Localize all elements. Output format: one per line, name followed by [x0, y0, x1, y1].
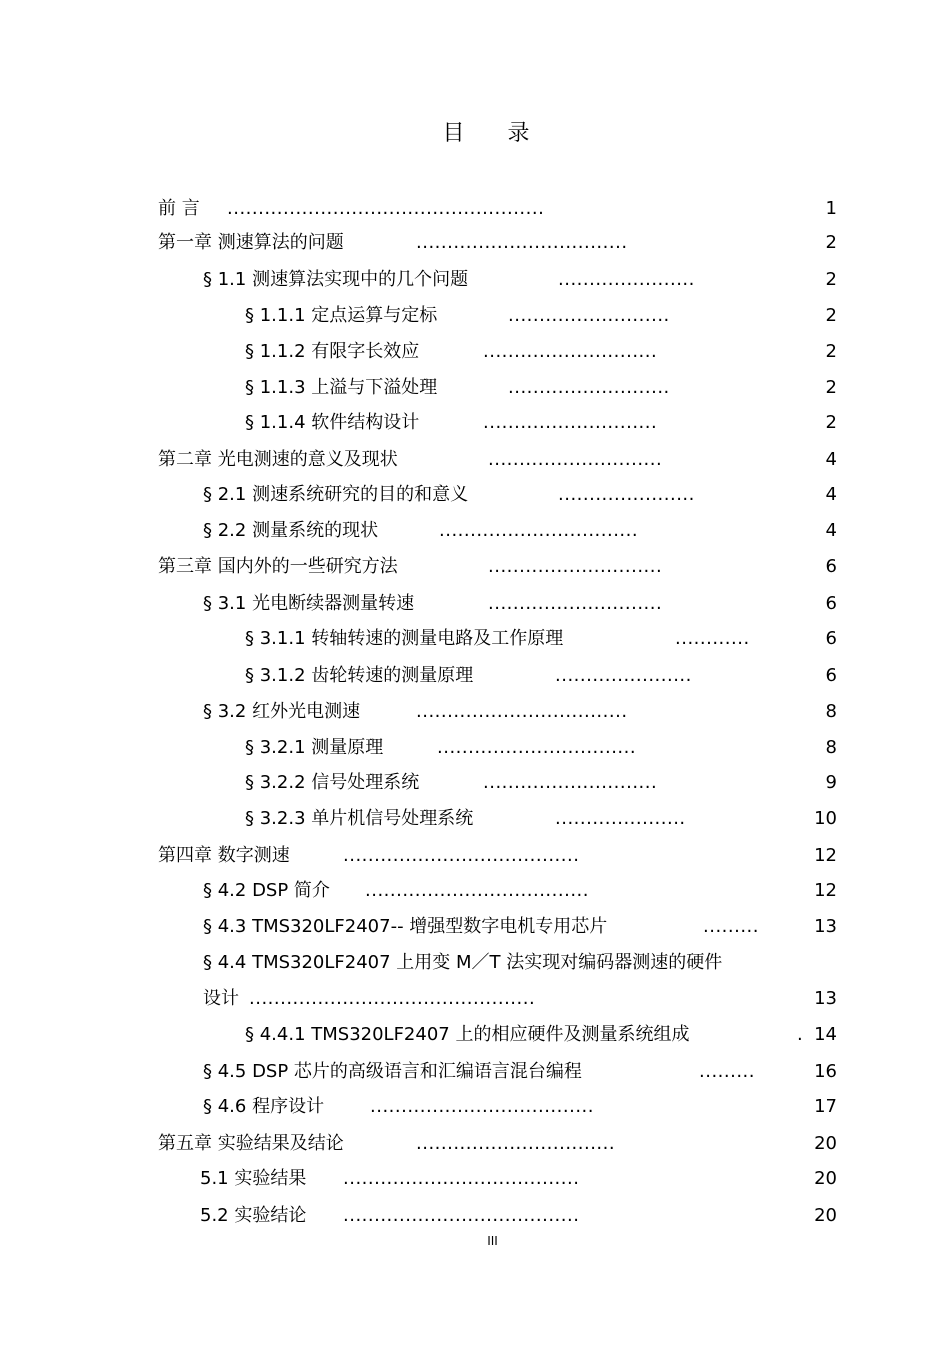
toc-entry-label: § 4.5 DSP 芯片的高级语言和汇编语言混台编程	[203, 1061, 582, 1082]
toc-entry-label: 第二章 光电测速的意义及现状	[158, 449, 398, 470]
toc-entry-page-number: 20	[814, 1133, 837, 1154]
toc-entry-label: § 3.2.2 信号处理系统	[245, 772, 420, 793]
toc-entry-leader-dots: ..........................	[508, 377, 670, 398]
toc-entry-label: § 1.1.3 上溢与下溢处理	[245, 377, 438, 398]
toc-entry	[0, 1022, 950, 1048]
toc-entry-page-number: 12	[814, 880, 837, 901]
toc-entry-label: § 3.2 红外光电测速	[203, 701, 361, 722]
toc-entry	[0, 554, 950, 580]
toc-entry	[0, 518, 950, 544]
toc-entry-label: § 2.2 测量系统的现状	[203, 520, 379, 541]
toc-entry-page-number: 13	[814, 988, 837, 1009]
toc-entry-page-number: 4	[825, 484, 837, 505]
toc-entry-page-number: 20	[814, 1205, 837, 1226]
toc-entry-label: 第四章 数字测速	[158, 845, 290, 866]
toc-entry-label: § 4.4.1 TMS320LF2407 上的相应硬件及测量系统组成	[245, 1024, 690, 1045]
toc-entry-page-number: 6	[825, 628, 837, 649]
toc-entry-page-number: 2	[825, 232, 837, 253]
toc-entry-leader-dots: ...................................................	[227, 198, 545, 219]
toc-entry	[0, 482, 950, 508]
toc-entry-leader-dots: ......................................	[343, 1168, 580, 1189]
toc-entry	[0, 699, 950, 725]
toc-entry-label: 第五章 实验结果及结论	[158, 1133, 344, 1154]
toc-entry	[0, 230, 950, 256]
toc-entry	[0, 410, 950, 436]
toc-entry-page-number: 8	[825, 701, 837, 722]
toc-entry-page-number: 1	[825, 198, 837, 219]
toc-entry-label: § 3.1.1 转轴转速的测量电路及工作原理	[245, 628, 564, 649]
toc-entry-label: 5.1 实验结果	[200, 1168, 307, 1189]
toc-entry-label: § 4.4 TMS320LF2407 上用变 M／T 法实现对编码器测速的硬件	[203, 952, 723, 973]
toc-entry	[0, 878, 950, 904]
toc-entry-label: § 4.6 程序设计	[203, 1096, 325, 1117]
toc-entry	[0, 770, 950, 796]
toc-entry-leader-dots: ......................	[558, 269, 695, 290]
toc-entry	[0, 843, 950, 869]
toc-entry-label: 前 言	[158, 198, 200, 219]
toc-entry-label: 第三章 国内外的一些研究方法	[158, 556, 398, 577]
toc-entry	[0, 1131, 950, 1157]
toc-entry-leader-dots: ............................	[483, 341, 658, 362]
toc-entry	[0, 950, 950, 976]
toc-entry-leader-dots: ......................	[555, 665, 692, 686]
toc-entry-label: § 3.2.3 单片机信号处理系统	[245, 808, 474, 829]
toc-entry-page-number: 2	[825, 341, 837, 362]
toc-entry-leader-dots: ......................................	[343, 1205, 580, 1226]
toc-entry	[0, 663, 950, 689]
toc-entry-label: § 1.1.4 软件结构设计	[245, 412, 420, 433]
toc-entry	[0, 196, 950, 222]
toc-entry	[0, 1166, 950, 1192]
toc-entry-label: 设计	[203, 988, 239, 1009]
toc-entry	[0, 375, 950, 401]
toc-entry-leader-dots: ....................................	[370, 1096, 594, 1117]
toc-entry	[0, 806, 950, 832]
toc-entry-label: § 3.2.1 测量原理	[245, 737, 384, 758]
toc-entry-page-number: 8	[825, 737, 837, 758]
toc-entry-label: § 1.1.1 定点运算与定标	[245, 305, 438, 326]
toc-entry-page-number: 6	[825, 556, 837, 577]
toc-entry-label: § 1.1.2 有限字长效应	[245, 341, 420, 362]
toc-entry-leader-dots: ............	[675, 628, 750, 649]
toc-entry-label: 第一章 测速算法的问题	[158, 232, 344, 253]
toc-entry	[0, 1094, 950, 1120]
toc-entry-page-number: 12	[814, 845, 837, 866]
toc-entry-leader-dots: .	[797, 1024, 804, 1045]
toc-entry-label: § 3.1.2 齿轮转速的测量原理	[245, 665, 474, 686]
toc-entry	[0, 447, 950, 473]
toc-entry-leader-dots: ..........................	[508, 305, 670, 326]
toc-entry-label: § 4.2 DSP 简介	[203, 880, 330, 901]
toc-entry-label: § 1.1 测速算法实现中的几个问题	[203, 269, 469, 290]
toc-entry-page-number: 6	[825, 665, 837, 686]
toc-entry-leader-dots: ................................	[439, 520, 639, 541]
toc-entry-page-number: 2	[825, 269, 837, 290]
toc-entry	[0, 303, 950, 329]
toc-entry-leader-dots: .....................	[555, 808, 686, 829]
toc-entry-page-number: 20	[814, 1168, 837, 1189]
toc-entry-page-number: 2	[825, 377, 837, 398]
toc-entry-leader-dots: ............................	[488, 593, 663, 614]
toc-entry-page-number: 17	[814, 1096, 837, 1117]
toc-entry-page-number: 2	[825, 305, 837, 326]
toc-entry	[0, 986, 950, 1012]
toc-entry-label: 5.2 实验结论	[200, 1205, 307, 1226]
toc-entry-leader-dots: ..............................................	[249, 988, 536, 1009]
toc-entry	[0, 914, 950, 940]
toc-entry-label: § 2.1 测速系统研究的目的和意义	[203, 484, 469, 505]
toc-entry-page-number: 4	[825, 449, 837, 470]
toc-entry-leader-dots: ..................................	[416, 701, 628, 722]
toc-entry-leader-dots: ......................	[558, 484, 695, 505]
toc-entry	[0, 735, 950, 761]
toc-entry	[0, 626, 950, 652]
toc-entry-page-number: 14	[814, 1024, 837, 1045]
toc-entry	[0, 267, 950, 293]
toc-entry-page-number: 6	[825, 593, 837, 614]
toc-entry-page-number: 13	[814, 916, 837, 937]
toc-entry-leader-dots: ............................	[483, 772, 658, 793]
toc-entry-page-number: 16	[814, 1061, 837, 1082]
toc-entry-label: § 4.3 TMS320LF2407-- 增强型数字电机专用芯片	[203, 916, 608, 937]
toc-entry-leader-dots: ............................	[488, 556, 663, 577]
toc-entry-page-number: 9	[825, 772, 837, 793]
toc-entry-leader-dots: ....................................	[365, 880, 589, 901]
toc-entry	[0, 1059, 950, 1085]
toc-title: 目 录	[442, 121, 548, 146]
toc-entry-page-number: 10	[814, 808, 837, 829]
toc-entry	[0, 339, 950, 365]
toc-entry-leader-dots: ..................................	[416, 232, 628, 253]
toc-entry-leader-dots: ............................	[488, 449, 663, 470]
toc-entry-page-number: 4	[825, 520, 837, 541]
toc-entry-leader-dots: ......................................	[343, 845, 580, 866]
toc-entry	[0, 1203, 950, 1229]
toc-entry-leader-dots: ................................	[416, 1133, 616, 1154]
toc-entry-label: § 3.1 光电断续器测量转速	[203, 593, 415, 614]
toc-entry	[0, 591, 950, 617]
toc-entry-leader-dots: .........	[703, 916, 759, 937]
page-number-footer: III	[487, 1234, 498, 1248]
toc-entry-leader-dots: .........	[699, 1061, 755, 1082]
toc-entry-leader-dots: ............................	[483, 412, 658, 433]
toc-entry-page-number: 2	[825, 412, 837, 433]
toc-entry-leader-dots: ................................	[437, 737, 637, 758]
